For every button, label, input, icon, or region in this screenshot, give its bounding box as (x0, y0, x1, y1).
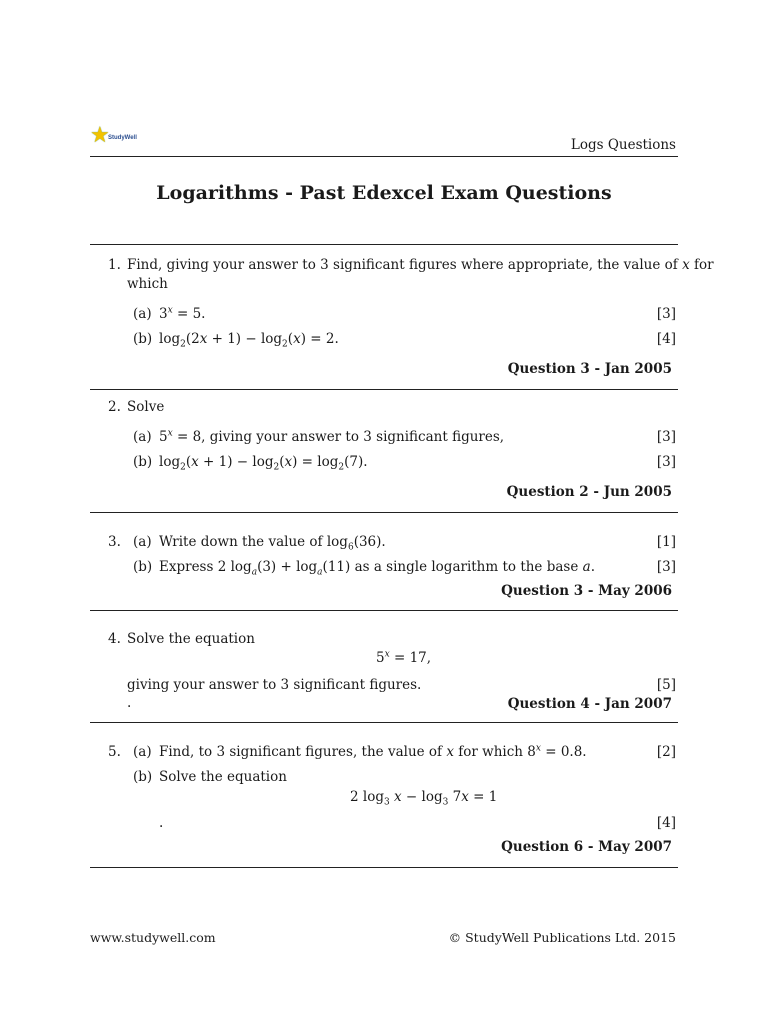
q2-source: Question 2 - Jun 2005 (506, 484, 672, 500)
q4-text: Solve the equation (127, 631, 255, 647)
footer-website: www.studywell.com (90, 930, 216, 945)
logo-text: StudyWell (108, 135, 137, 141)
divider (90, 722, 678, 723)
q4-line2: giving your answer to 3 significant figures. (127, 677, 422, 693)
q4-dot: . (127, 695, 132, 711)
q1-source: Question 3 - Jan 2005 (507, 361, 672, 377)
q5-number: 5. (108, 744, 121, 760)
divider (90, 867, 678, 868)
q5-source: Question 6 - May 2007 (501, 839, 672, 855)
q5b-label: (b) (133, 769, 153, 785)
q5a-marks: [2] (656, 744, 676, 760)
q1b-marks: [4] (656, 331, 676, 347)
q5b-text: Solve the equation (159, 769, 287, 785)
studywell-logo (90, 123, 150, 149)
q3-source: Question 3 - May 2006 (501, 583, 672, 599)
q1-text-line2: which (127, 276, 168, 292)
q1-text: Find, giving your answer to 3 significant figures where appropriate, the value of x for (127, 257, 714, 273)
q2b-equation: $\log_2(x + 1) - \log_2(x) = \log_2(7)$. (159, 454, 368, 473)
q3a-label: (a) (133, 534, 152, 550)
q3a-marks: [1] (656, 534, 676, 550)
divider (90, 244, 678, 245)
q3b-text: Express 2 $\log_a(3) + \log_a(11)$ as a single logarithm to the base a. (159, 559, 595, 578)
q4-marks: [5] (656, 677, 676, 693)
q2a-text: $5^x = 8$, giving your answer to 3 significant figures, (159, 428, 505, 445)
q1a-label: (a) (133, 306, 152, 322)
q3b-marks: [3] (656, 559, 676, 575)
q1a-marks: [3] (656, 306, 676, 322)
q2-number: 2. (108, 399, 121, 415)
q1a-equation: $3^x = 5$. (159, 305, 206, 322)
q2a-label: (a) (133, 429, 152, 445)
q2-text: Solve (127, 399, 165, 415)
q5b-dot: . (159, 815, 164, 831)
q2b-label: (b) (133, 454, 153, 470)
q5a-text: Find, to 3 significant figures, the value of x for which $8^x = 0.8$. (159, 743, 587, 760)
divider (90, 389, 678, 390)
q1-number: 1. (108, 257, 121, 273)
q1b-equation: $\log_2(2x + 1) - \log_2(x) = 2$. (159, 331, 339, 350)
q4-number: 4. (108, 631, 121, 647)
header-rule (90, 156, 678, 157)
star-icon: ★ (90, 123, 110, 148)
footer-copyright: © StudyWell Publications Ltd. 2015 (448, 930, 676, 945)
q4-source: Question 4 - Jan 2007 (507, 696, 672, 712)
divider (90, 610, 678, 611)
q2b-marks: [3] (656, 454, 676, 470)
q1b-label: (b) (133, 331, 153, 347)
q5b-marks: [4] (656, 815, 676, 831)
divider (90, 512, 678, 513)
q3a-text: Write down the value of $\log_6(36)$. (159, 534, 386, 553)
q2a-marks: [3] (656, 429, 676, 445)
q5a-label: (a) (133, 744, 152, 760)
q3-number: 3. (108, 534, 121, 550)
q3b-label: (b) (133, 559, 153, 575)
q5b-equation: 2 $\log_3 x - \log_3 7x = 1$ (350, 789, 498, 808)
page-title: Logarithms - Past Edexcel Exam Questions (156, 182, 612, 204)
header-title: Logs Questions (570, 137, 676, 153)
q4-equation: $5^x = 17$, (376, 649, 432, 666)
